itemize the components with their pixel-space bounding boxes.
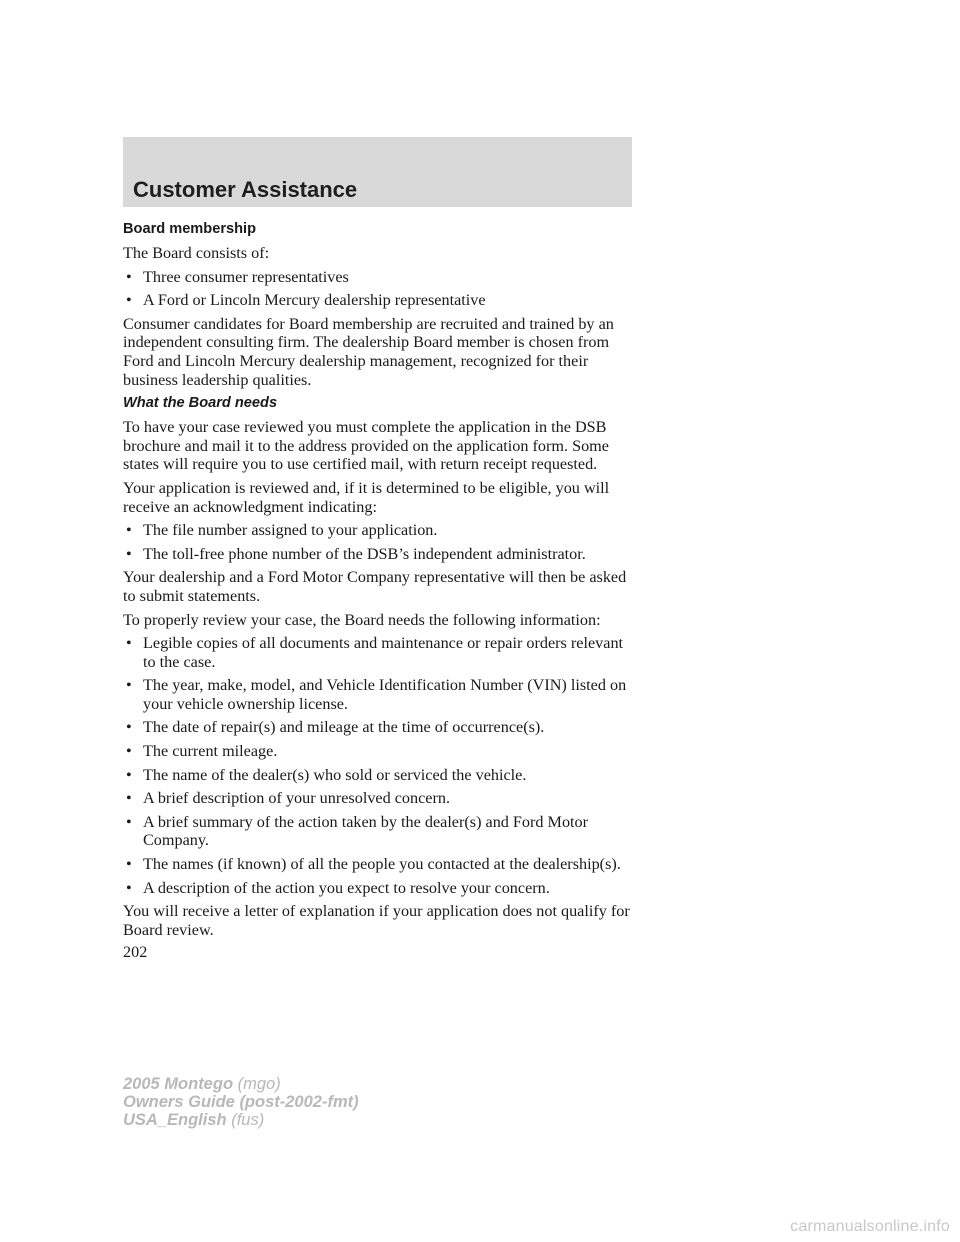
heading-board-membership: Board membership bbox=[123, 221, 256, 237]
list-item-text: A description of the action you expect to resolve your concern. bbox=[143, 878, 550, 897]
list-item-text: The date of repair(s) and mileage at the time of occurrence(s). bbox=[143, 718, 545, 737]
list-item bbox=[123, 813, 638, 850]
paragraph-have-case-reviewed: To have your case reviewed you must complete the application in the DSB brochure and mail it to the address provided on the application form. Some states will require you to use certified mail, with return receipt requested. bbox=[123, 418, 609, 474]
paragraph-letter-explanation: You will receive a letter of explanation if your application does not qualify for Board review. bbox=[123, 902, 630, 939]
list-item bbox=[123, 545, 638, 564]
list-item-text: The file number assigned to your application. bbox=[143, 521, 438, 540]
list-item-text: The current mileage. bbox=[143, 742, 278, 761]
list-item-text: The year, make, model, and Vehicle Identification Number (VIN) listed on your vehicle ownership license. bbox=[143, 676, 627, 713]
section-title: Customer Assistance bbox=[133, 177, 358, 202]
bullet-icon: • bbox=[126, 267, 132, 286]
bullet-icon: • bbox=[126, 544, 132, 563]
list-item bbox=[123, 879, 638, 898]
footer-language-code: (fus) bbox=[231, 1111, 265, 1129]
list-item bbox=[123, 766, 638, 785]
list-item-text: Three consumer representatives bbox=[143, 267, 349, 286]
footer-model-name: 2005 Montego bbox=[123, 1075, 234, 1093]
list-item bbox=[123, 521, 638, 540]
bullet-icon: • bbox=[126, 789, 132, 808]
bullet-icon: • bbox=[126, 521, 132, 540]
page-number: 202 bbox=[123, 943, 148, 961]
page-content bbox=[123, 220, 638, 944]
paragraph-consumer-candidates: Consumer candidates for Board membership are recruited and trained by an independent consulting firm. The dealership Board member is chosen from Ford and Lincoln Mercury dealership management, recognized for their business leadership qualities. bbox=[123, 314, 614, 389]
bullet-icon: • bbox=[126, 634, 132, 653]
list-item-text: A brief summary of the action taken by the dealer(s) and Ford Motor Company. bbox=[143, 812, 589, 850]
bullet-icon: • bbox=[126, 855, 132, 874]
list-item-text: A brief description of your unresolved concern. bbox=[143, 789, 451, 808]
list-item bbox=[123, 855, 638, 874]
bullet-icon: • bbox=[126, 718, 132, 737]
paragraph-board-consists: The Board consists of: bbox=[123, 244, 270, 262]
list-item-text: A Ford or Lincoln Mercury dealership representative bbox=[143, 291, 486, 310]
paragraph-properly-review: To properly review your case, the Board needs the following information: bbox=[123, 610, 601, 629]
bullet-icon: • bbox=[126, 742, 132, 761]
list-item bbox=[123, 291, 638, 310]
list-item bbox=[123, 676, 638, 713]
list-item-text: Legible copies of all documents and maintenance or repair orders relevant to the case. bbox=[143, 634, 624, 671]
list-item-text: The name of the dealer(s) who sold or serviced the vehicle. bbox=[143, 765, 527, 784]
heading-what-board-needs: What the Board needs bbox=[123, 395, 278, 412]
bullet-icon: • bbox=[126, 878, 132, 897]
list-item bbox=[123, 718, 638, 737]
paragraph-application-reviewed: Your application is reviewed and, if it is determined to be eligible, you will receive an acknowledgment indicating: bbox=[123, 478, 610, 516]
section-header-band bbox=[123, 137, 632, 207]
bullet-icon: • bbox=[126, 676, 132, 695]
bullet-icon: • bbox=[126, 812, 132, 831]
list-item-text: The toll-free phone number of the DSB’s independent administrator. bbox=[143, 544, 586, 563]
footer-line-guide bbox=[123, 1093, 359, 1111]
footer-line-language bbox=[123, 1111, 359, 1129]
bullet-icon: • bbox=[126, 765, 132, 784]
watermark: carmanualsonline.info bbox=[790, 1218, 950, 1235]
list-item bbox=[123, 634, 638, 671]
footer-model-code: (mgo) bbox=[237, 1075, 281, 1093]
footer-line-model bbox=[123, 1075, 359, 1093]
list-item bbox=[123, 789, 638, 808]
footer-guide-name: Owners Guide (post-2002-fmt) bbox=[123, 1093, 359, 1111]
bullet-icon: • bbox=[126, 291, 132, 310]
document-footer bbox=[123, 1075, 359, 1129]
list-item bbox=[123, 268, 638, 287]
list-item-text: The names (if known) of all the people you contacted at the dealership(s). bbox=[143, 855, 621, 874]
paragraph-dealership-statements: Your dealership and a Ford Motor Company representative will then be asked to submit statements. bbox=[123, 568, 627, 605]
footer-language: USA_English bbox=[123, 1111, 227, 1129]
list-item bbox=[123, 742, 638, 761]
